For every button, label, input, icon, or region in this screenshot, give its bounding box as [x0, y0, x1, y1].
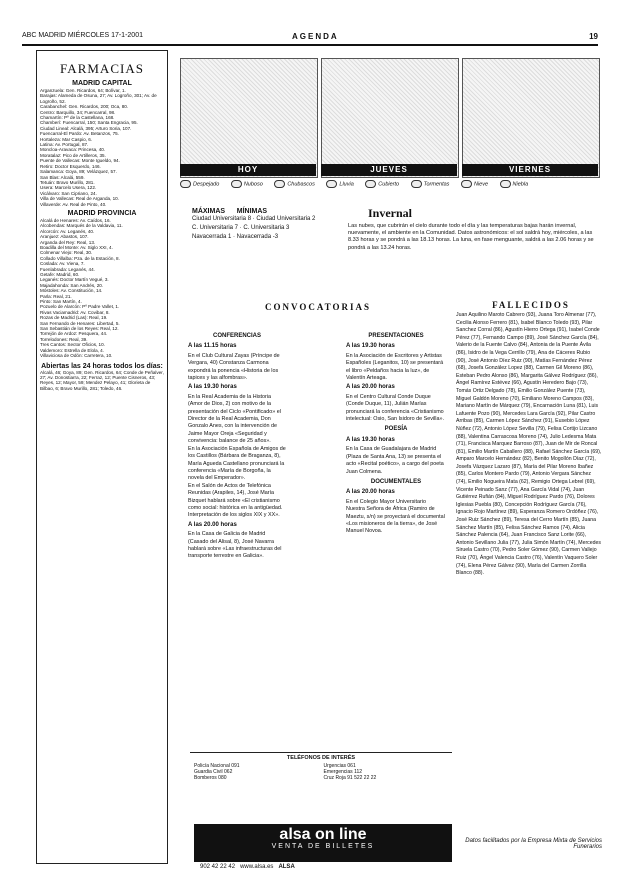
event-time: A las 19.30 horas [188, 384, 237, 391]
list-item: Cruz Roja 91 522 22 22 [323, 775, 377, 781]
list-item: Latina: Av. Portugal, 87. [40, 142, 89, 148]
ad-phone: 902 42 22 42 [200, 864, 236, 870]
list-item: Villaviciosa de Odón: Carretera, 10. [40, 353, 113, 359]
day-jueves: JUEVES [321, 164, 457, 176]
fog-icon [500, 180, 511, 188]
fallecidos-text: Juan Aquilino Maroto Cabrero (93), Juana Toro Almenar (77), Cecilia Alonso Ferrero (81), Isabel Blanco Toledo (93), Pilar Sanchez Corral (86), Agustín Hierro Ortega (91), Isabel Conde Pérez (77), Fernando Campo (89), José Sánchez García (84), Valerio de la Fuente Calvo (84), Antonia de la Puente Ávila (86), Isidro de la Vega Cerrillo (79), Ana de Cáceres Rubio (90), José Antonio Díez Ruiz (90), Matías Fernández Pérez (68), Josefa González Lopez (88), Carmen Gil Moreno (86), Esteban Pedro Alonso (86), Margarita Gálvez Rodríguez (86), Ángel Ramírez Estévez (66), Agustín Heredero Bajo (73), Tomás Ortiz Delgado (78), Emilio González Puente (73), Miguel Galdón Moreno (70), Emiliano Moreno Campos (83), Mariano Martín de Márquez (79), Encarnación Luna (81), Luis Lafuente Pozo (90), Mercedes Lara García (92), Pilar Castro Arribas (85), Carmen López Sánchez (91), Eusebio López Núñez (72), Antonio López Sevilla (79), Felisa Cortijo Lizcano (88), Valentina Carrascosa Moreno (74), Julio Ledesma Mata (71), Francisca Marquez Barroso (87), Juan de Mir de Roncal (81), Emilio Martín Caballero (88), Rafael Sánchez García (69), Amparo Marcelo Hernández (82), Benito Mogollón Díaz (72), Josefa Vázquez Lazaro (87), María del Pilar Moreno Ibañez (85), Carlos Montero Pardo (79), Antonio Vergara Sánchez (74), Emilio Nogueira Mata (62), Remigio Ortega Lebrel (69), Vicente Peinado Sanz (77), Ana García Vidal (74), Juan Gutiérrez Rufián (84), Miguel Rodríguez Pardo (76), Dolores Iglesias Puebla (80), Concepción Rodríguez García (76), Ignacio Rojo Martínez (89), Esperanza Romero Ordóñez (76), José Ruiz Sánchez (89), Teresa del Cerro Martín (85), Juana Sánchez Martín (85), Felisa Sánchez Ramos (74), Alicia Sánchez Palencia (64), Juan Francisco Sanz Lorite (66), Antonio Sevillano Julia (77), Julia Simón Martín (74), Mercedes Siruela Castro (70), Pedro Soler Gómez (90), Carmen Vallejo Ruiz (70), Ángel Valencia Castro (76), Valentín Vaquero Soler (74), Elena Pérez Gálvez (90), María del Carmen Zorrilla Blanco (88). [456, 312, 602, 577]
overcast-icon [365, 180, 376, 188]
open-24h-text: Alcalá, 46; Goya, 89; Gen. Ricardos, 64; Conde de Peñalver, 27; Av. Donostiarra, 22; Ferraz, 12; Puente Cisneros, 43; Reyes, 12; Mayor, 59; Mendez Pelayo, 41; Glorieta de Bilbao, 6; Bravo Murillo, 281; Toledo, 46. [40, 369, 164, 391]
presentaciones-list [346, 343, 446, 423]
list-item: Alcobendas: Marqués de la Valdavia, 11. [40, 223, 123, 229]
temps-row: C. Universitaria 7 · C. Universitaria 3 [192, 225, 290, 231]
snow-icon [461, 180, 472, 188]
list-item: Tres Cantos: Sector Oficios, 10. [40, 342, 105, 348]
event-text: En la Asociación de Escritores y Artistas Españoles (Leganitos, 10) se presentará el libro «Peldaños hacia la luz», de Valentín Arteaga. [346, 352, 444, 382]
presentaciones-title: PRESENTACIONES [368, 333, 424, 339]
list-item: San Fernando de Henares: Libertad, 5. [40, 320, 120, 326]
capital-list [37, 88, 167, 207]
list-item: Fuencarral-El Pardo: Av. Betanzos, 75. [40, 131, 119, 137]
convocatorias-title: CONVOCATORIAS [265, 302, 371, 312]
farmacias-title: FARMACIAS [60, 61, 144, 76]
legend-item: Lluvia [326, 180, 353, 188]
list-item: Urgencias 061 [323, 763, 356, 769]
header-section: AGENDA [292, 32, 339, 41]
event-text: En el Colegio Mayor Universitario Nuestra Señora de África (Ramiro de Maeztu, s/n) se proyectará el documental «Los misioneros de la tierra», de José Manuel Novoa. [346, 498, 445, 535]
list-item: Collado Villalba: Pza. de la Estación, 8. [40, 255, 120, 261]
header-rule [22, 44, 598, 46]
event-time: A las 20.00 horas [346, 384, 395, 391]
ad-headline: alsa on line [279, 826, 367, 843]
map-viernes [462, 58, 600, 178]
list-item: Chamartín: Pº de la Castellana, 168. [40, 115, 115, 121]
poesia-title: POESÍA [384, 426, 408, 433]
header-date: ABC MADRID MIÉRCOLES 17-1-2001 [22, 32, 143, 39]
day-hoy: HOY [180, 164, 316, 176]
list-item: Arganzuela: Gen. Ricardos, 64; Bolívar, 1. [40, 88, 126, 93]
event-time: A las 19.30 horas [346, 436, 395, 443]
list-item: Alcalá de Henares: Av. Caídos, 16. [40, 217, 111, 223]
list-item: Villaverde: Av. Real de Pinto, 40. [40, 201, 107, 207]
provincia-list [37, 218, 167, 359]
fallecidos-title: FALLECIDOS [492, 300, 570, 310]
day-viernes: VIERNES [462, 164, 598, 176]
legend-item: Nuboso [231, 180, 263, 188]
list-item: Emergencias 112 [323, 769, 363, 775]
list-item: Majadahonda: San Andrés, 20. [40, 282, 104, 288]
list-item: Arganda del Rey: Real, 13. [40, 239, 96, 245]
telefonos-title: TELÉFONOS DE INTERÉS [286, 755, 356, 761]
list-item: Vicálvaro: San Cipriano, 24. [40, 190, 97, 196]
temps-row: Ciudad Universitaria 8 · Ciudad Universitaria 2 [192, 216, 316, 222]
map-hoy [180, 58, 318, 178]
weather-maps [180, 58, 598, 176]
event-text: En el Club Cultural Zayas (Príncipe de Vergara, 40) Constanza Carmona expondrá la ponencia «Historia de los tapices y las alfombras». [188, 352, 280, 382]
list-item: Getafe: Madrid, 60. [40, 272, 80, 277]
list-item: Salamanca: Goya, 89; Velázquez, 57. [40, 169, 117, 175]
ad-footer [200, 864, 450, 870]
list-item: Torrelodones: Real, 39. [40, 336, 88, 342]
list-item: Moratalaz: Pico de Artilleros, 35. [40, 152, 106, 158]
list-item: Pozuelo de Alarcón: Pº Padre Vallet, 1. [40, 304, 120, 310]
list-item: Rozas de Madrid (Las): Real, 19. [40, 315, 108, 321]
legend-item: Despejado [180, 180, 219, 188]
ad-subtitle: VENTA DE BILLETES [271, 843, 375, 850]
list-item: Torrejón de Ardoz: Pesquera, 44. [40, 331, 108, 337]
list-item: Retiro: Doctor Esquerdo, 146. [40, 163, 101, 169]
cloud-icon [231, 180, 242, 188]
documentales-list [346, 489, 446, 535]
list-item: Barajas: Alameda de Osuna, 27; Av. Logroño, 301; Av. de Logroño, 52. [40, 93, 157, 104]
list-item: Tetuán: Bravo Murillo, 281. [40, 179, 95, 185]
farmacias-column [36, 50, 168, 864]
list-item: Hortaleza: Mar Caspio, 6. [40, 136, 93, 142]
list-item: Usera: Marcelo Usera, 122. [40, 185, 97, 191]
event-text: En la Casa de Guadalajara de Madrid (Plaza de Santa Ana, 13) se presenta el acto «Recital poético», a cargo del poeta Juan Colmena. [346, 446, 444, 475]
forecast-title: Invernal [368, 206, 413, 220]
event-text: En el Centro Cultural Conde Duque (Conde Duque, 11), Julián Marías pronunciará la conferencia «Cristianismo intelectual: Osio, San Isidoro de Sevilla». [346, 393, 444, 423]
ad-brand: ALSA [278, 864, 295, 870]
capital-title: MADRID CAPITAL [72, 80, 132, 87]
list-item: Parla: Real, 21. [40, 293, 72, 299]
list-item: San Blas: Alcalá, 559. [40, 174, 85, 180]
list-item: Bomberos 080 [194, 775, 227, 781]
list-item: Carabanchel: Gen. Ricardos, 200; Oca, 80. [40, 104, 129, 110]
event-time: A las 19.30 horas [346, 343, 395, 350]
documentales-title: DOCUMENTALES [370, 478, 422, 485]
list-item: Pinto: San Martín, 4. [40, 299, 82, 305]
storm-icon [411, 180, 422, 188]
list-item: Colmenar Viejo: Real, 30. [40, 250, 93, 256]
temps-header: MÁXIMAS MÍNIMAS [192, 208, 268, 215]
event-time: A las 20.00 horas [188, 521, 237, 528]
list-item: Moncloa-Aravaca: Princesa, 40. [40, 147, 106, 153]
list-item: Aranjuez: Abastos, 107. [40, 234, 89, 240]
conferencias-title: CONFERENCIAS [212, 333, 261, 339]
event-text: En la Asociación Española de Amigos de los Castillos (Bárbara de Braganza, 8), María Agueda Castellano pronunciará la conferencia «María de Borgoña, la novela del Emperador». [188, 445, 286, 482]
telefonos-box [190, 752, 452, 823]
conferencias-list [188, 343, 286, 560]
list-item: San Sebastián de los Reyes: Real, 12. [40, 326, 119, 332]
provincia-title: MADRID PROVINCIA [67, 209, 137, 217]
list-item: Alcorcón: Av. Leganés, 40. [40, 228, 95, 234]
page-number: 19 [589, 32, 598, 41]
list-item: Leganés: Doctor Martín Vegué, 3. [40, 277, 109, 283]
list-item: Coslada: Av. Viena, 7. [40, 261, 85, 267]
list-item: Valdemoro: Estrella de Elola, 4. [40, 347, 105, 353]
list-item: Boadilla del Monte: Av. Siglo XXI, 4. [40, 244, 113, 250]
page-header [22, 32, 598, 44]
ad-url[interactable]: www.alsa.es [240, 864, 274, 870]
alsa-ad[interactable] [194, 824, 452, 862]
list-item: Centro: Barquillo, 34; Fuencarral, 98. [40, 109, 116, 115]
list-item: Puente de Vallecas: Monte Igueldo, 94. [40, 158, 120, 164]
weather-legend [180, 180, 598, 194]
list-item: Guardia Civil 062 [194, 769, 233, 775]
poesia-list [346, 437, 446, 476]
telefonos-list [190, 761, 452, 783]
convocatorias-col2 [346, 330, 446, 536]
forecast-text: Las nubes, que cubrirán el cielo durante todo el día y las temperaturas bajas harán invernal, nuevamente, el ambiente en la Comunidad. Datos astronómicos: el sol saldrá hoy, miércoles, a las 8.33 horas y se pondrá a las 18.13 horas. La luna, en fase menguante, saldrá a las 2.06 horas y se pondrá a las 13.24 horas. [348, 223, 594, 251]
legend-item: Tormentas [411, 180, 450, 188]
list-item: Policía Nacional 091 [194, 763, 240, 769]
fallecidos-credit: Datos facilitados por la Empresa Mixta de Servicios Funerarios [465, 838, 602, 850]
list-item: Fuenlabrada: Leganés, 44. [40, 266, 95, 272]
temps-row: Navacerrada 1 · Navacerrada -3 [192, 234, 279, 240]
list-item: Rivas Vaciamadrid: Av. Covibar, 8. [40, 309, 110, 315]
event-time: A las 20.00 horas [346, 489, 395, 496]
legend-item: Niebla [500, 180, 529, 188]
sun-icon [180, 180, 191, 188]
event-text: En la Casa de Galicia de Madrid (Casado del Alisal, 8), José Navarra hablará sobre «Las infraestructuras del transporte terrestre en Galicia». [188, 531, 282, 560]
event-text: En la Real Academia de la Historia (Amor de Dios, 2) con motivo de la presentación del Ciclo «Pontificado» el Director de la Real Academia, Don Gonzalo Anes, con la intervención de Jaime Mayor Oreja «Seguridad y convivencia: balance de 25 años». [188, 393, 281, 445]
legend-item: Chubascos [274, 180, 315, 188]
legend-item: Nieve [461, 180, 488, 188]
open-24h-title: Abiertas las 24 horas todos los días: [41, 362, 163, 370]
temperatures [192, 208, 334, 272]
legend-item: Cubierto [365, 180, 399, 188]
event-time: A las 11.15 horas [188, 343, 237, 350]
list-item: Ciudad Lineal: Alcalá, 395; Arturo Soria, 107. [40, 125, 132, 131]
list-item: Villa de Vallecas: Real de Arganda, 10. [40, 196, 119, 202]
map-jueves [321, 58, 459, 178]
list-item: Chamberí: Fuencarral, 150; Santa Engracia, 95. [40, 120, 138, 126]
convocatorias-col1 [188, 330, 286, 561]
list-item: Móstoles: Av. Constitución, 14. [40, 288, 103, 294]
event-text: En el Salón de Actos de Telefónica Reunidas (Arapiles, 14), José María Bizquet hablará sobre «El cristianismo como social: histórica en la antigüedad. Interpretación de los siglos XIX y XX». [188, 482, 283, 519]
rain-icon [326, 180, 337, 188]
showers-icon [274, 180, 285, 188]
forecast [348, 206, 603, 252]
